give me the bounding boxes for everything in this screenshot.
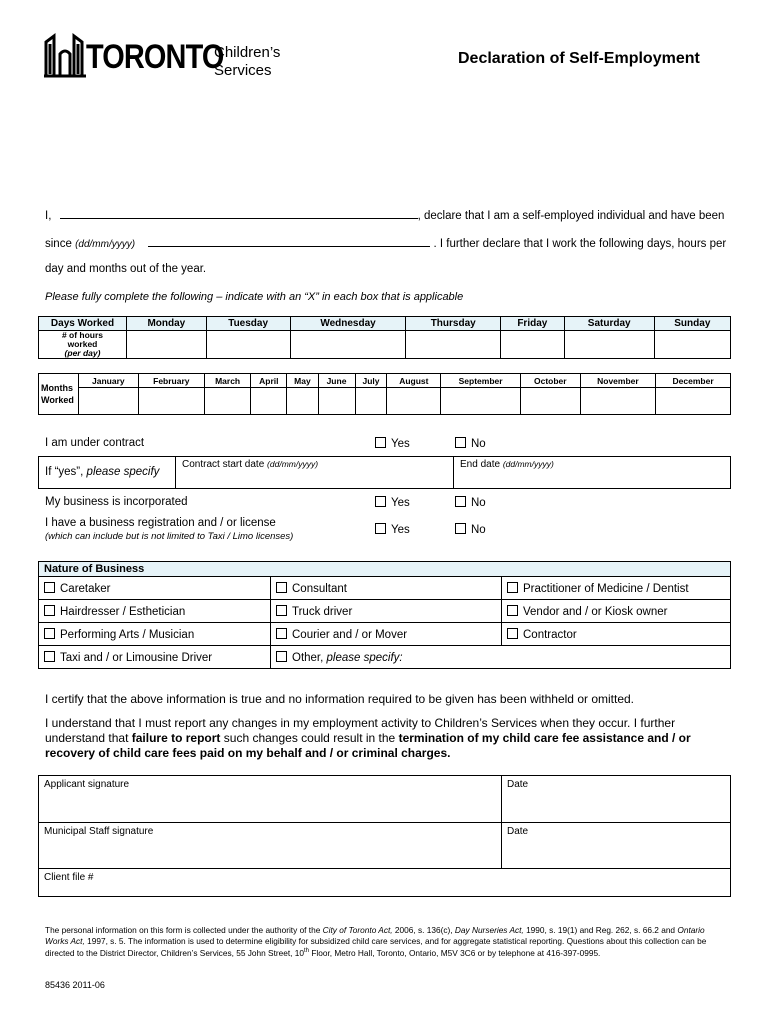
certify-text-c: such changes could result in the	[223, 731, 396, 745]
month-header: August	[387, 374, 441, 388]
day-header: Monday	[127, 317, 207, 331]
declaration-prefix: I,	[45, 210, 52, 222]
month-header: December	[656, 374, 731, 388]
applicant-date-field[interactable]: Date	[502, 776, 731, 823]
nature-row	[39, 600, 731, 623]
registration-yes-checkbox[interactable]	[375, 523, 386, 534]
declaration-line-2-suffix: . I further declare that I work the following days, hours per	[433, 238, 727, 250]
contract-no-option[interactable]	[455, 437, 486, 450]
contract-no-checkbox[interactable]	[455, 437, 466, 448]
nature-header-row	[39, 562, 731, 577]
contract-end-cell[interactable]	[454, 457, 730, 488]
month-input-july[interactable]	[355, 388, 387, 415]
department-name	[214, 44, 280, 80]
nature-option-label: Vendor and / or Kiosk owner	[523, 605, 668, 618]
applicant-row	[39, 776, 731, 823]
nature-checkbox[interactable]	[276, 605, 287, 616]
nature-option[interactable]	[39, 577, 271, 600]
incorporated-yes-label: Yes	[391, 497, 410, 509]
months-worked-label	[39, 374, 79, 415]
certify-text-d: termination of my child care fee assistance and / or recovery of child care fees paid on my behalf and / or criminal charges.	[45, 731, 691, 760]
footer-t6: Ontario Works Act,	[45, 925, 705, 946]
contract-details-box	[38, 456, 731, 489]
nature-option[interactable]	[39, 646, 271, 669]
nature-option[interactable]	[271, 600, 502, 623]
footer-t7: 1997, s. 5. The information is used to determine eligibility for subsidized child care services, and for aggregate statistical reporting. Questions about this collection can be directed to the District Director, Children’s Services, 55 John Street, 10	[45, 935, 707, 958]
contract-question: I am under contract	[45, 437, 145, 449]
nature-option-label: Courier and / or Mover	[292, 628, 408, 641]
days-worked-label: Days Worked	[39, 317, 127, 331]
certify-text-a: I understand that I must report any changes in my employment activity to Children’s Services when they occur. I further understand that	[45, 716, 676, 745]
hours-input-saturday[interactable]	[564, 331, 654, 359]
nature-checkbox[interactable]	[44, 651, 55, 662]
month-header: May	[287, 374, 318, 388]
nature-of-business-table	[38, 561, 731, 669]
month-header: November	[580, 374, 656, 388]
client-file-field[interactable]: Client file #	[39, 869, 731, 897]
hours-label-1: # of hours	[61, 330, 104, 340]
nature-checkbox[interactable]	[44, 605, 55, 616]
months-label-2: Worked	[41, 395, 74, 405]
nature-checkbox[interactable]	[507, 628, 518, 639]
day-header: Wednesday	[290, 317, 406, 331]
since-label: since	[45, 238, 72, 250]
footer-t4: Day Nurseries Act,	[454, 925, 524, 935]
month-input-may[interactable]	[287, 388, 318, 415]
hours-input-wednesday[interactable]	[290, 331, 406, 359]
day-header: Friday	[500, 317, 564, 331]
month-input-february[interactable]	[138, 388, 204, 415]
day-header: Saturday	[564, 317, 654, 331]
city-hall-logo-icon	[44, 28, 86, 78]
footer-t2: City of Toronto Act,	[322, 925, 393, 935]
declaration-line-1-suffix: , declare that I am a self-employed individual and have been	[417, 210, 725, 222]
form-number: 85436 2011-06	[45, 980, 105, 990]
certify-paragraph-2	[45, 716, 735, 761]
nature-option[interactable]	[502, 577, 731, 600]
day-header: Tuesday	[206, 317, 290, 331]
nature-option-label: Practitioner of Medicine / Dentist	[523, 582, 689, 595]
name-field[interactable]	[60, 207, 418, 219]
month-input-december[interactable]	[656, 388, 731, 415]
month-input-june[interactable]	[318, 388, 355, 415]
hours-input-thursday[interactable]	[406, 331, 501, 359]
nature-checkbox[interactable]	[44, 582, 55, 593]
nature-option[interactable]	[271, 577, 502, 600]
hours-row	[39, 331, 731, 359]
incorporated-question: My business is incorporated	[45, 496, 188, 508]
month-input-january[interactable]	[79, 388, 139, 415]
start-label-text: Contract start date	[182, 459, 265, 470]
incorporated-yes-option[interactable]	[375, 496, 410, 509]
department-line-2: Services	[214, 62, 272, 79]
nature-option-label: Performing Arts / Musician	[60, 628, 195, 641]
contract-yes-checkbox[interactable]	[375, 437, 386, 448]
end-label-text: End date	[460, 459, 501, 470]
certify-paragraph-1: I certify that the above information is true and no information required to be given has been withheld or omitted.	[45, 692, 635, 706]
registration-note: (which can include but is not limited to Taxi / Limo licenses)	[45, 531, 294, 542]
registration-no-option[interactable]	[455, 523, 486, 536]
contract-no-label: No	[471, 438, 486, 450]
hours-input-sunday[interactable]	[654, 331, 730, 359]
staff-date-field[interactable]: Date	[502, 823, 731, 869]
registration-question: I have a business registration and / or license	[45, 517, 276, 529]
day-header: Sunday	[654, 317, 730, 331]
month-header: March	[204, 374, 250, 388]
month-header: September	[441, 374, 521, 388]
days-header-row	[39, 317, 731, 331]
incorporated-yes-checkbox[interactable]	[375, 496, 386, 507]
staff-row	[39, 823, 731, 869]
registration-no-label: No	[471, 524, 486, 536]
nature-row	[39, 646, 731, 669]
nature-checkbox[interactable]	[276, 582, 287, 593]
contract-start-cell[interactable]	[175, 457, 454, 488]
registration-yes-label: Yes	[391, 524, 410, 536]
month-header: July	[355, 374, 387, 388]
nature-row	[39, 577, 731, 600]
since-date-field[interactable]	[148, 235, 430, 247]
contract-yes-label: Yes	[391, 438, 410, 450]
nature-option[interactable]	[39, 623, 271, 646]
month-header: January	[79, 374, 139, 388]
nature-other-checkbox[interactable]	[276, 651, 287, 662]
hours-row-label	[39, 331, 127, 359]
days-worked-table	[38, 316, 731, 359]
month-header: October	[520, 374, 580, 388]
month-input-november[interactable]	[580, 388, 656, 415]
hours-label-3: (per day)	[64, 348, 101, 358]
nature-option-label: Taxi and / or Limousine Driver	[60, 651, 213, 664]
signature-table	[38, 775, 731, 897]
day-header: Thursday	[406, 317, 501, 331]
other-specify: please specify:	[326, 651, 403, 664]
nature-option-label: Truck driver	[292, 605, 353, 618]
incorporated-no-option[interactable]	[455, 496, 486, 509]
nature-option[interactable]	[502, 600, 731, 623]
month-header: April	[251, 374, 287, 388]
nature-option-label: Hairdresser / Esthetician	[60, 605, 186, 618]
department-line-1: Children’s	[214, 44, 281, 61]
footer-t9: Floor, Metro Hall, Toronto, Ontario, M5V 3C6 or by telephone at 416-397-0995.	[311, 947, 601, 958]
nature-checkbox[interactable]	[507, 582, 518, 593]
contract-end-label	[454, 457, 730, 472]
footer-t3: 2006, s. 136(c),	[394, 925, 453, 935]
months-header-row	[39, 374, 731, 388]
client-file-row	[39, 869, 731, 897]
nature-checkbox[interactable]	[276, 628, 287, 639]
header	[44, 28, 734, 88]
start-format-text: (dd/mm/yyyy)	[267, 459, 319, 469]
nature-option-label: Caretaker	[60, 582, 111, 595]
nature-row	[39, 623, 731, 646]
nature-checkbox[interactable]	[44, 628, 55, 639]
nature-checkbox[interactable]	[507, 605, 518, 616]
nature-option-label: Consultant	[292, 582, 347, 595]
declaration-line-2	[45, 235, 735, 250]
applicant-signature-field[interactable]: Applicant signature	[39, 776, 502, 823]
certify-text-b: failure to report	[131, 731, 221, 745]
registration-no-checkbox[interactable]	[455, 523, 466, 534]
month-input-august[interactable]	[387, 388, 441, 415]
months-worked-table	[38, 373, 731, 415]
toronto-logo-text: TORONTO	[86, 38, 224, 76]
incorporated-no-checkbox[interactable]	[455, 496, 466, 507]
hours-input-friday[interactable]	[500, 331, 564, 359]
registration-yes-option[interactable]	[375, 523, 410, 536]
nature-header: Nature of Business	[39, 562, 731, 577]
nature-other-option[interactable]	[271, 646, 731, 669]
nature-option[interactable]	[502, 623, 731, 646]
month-header: June	[318, 374, 355, 388]
months-label-1: Months	[41, 383, 73, 393]
end-format-text: (dd/mm/yyyy)	[502, 459, 554, 469]
hours-input-tuesday[interactable]	[206, 331, 290, 359]
privacy-notice	[45, 925, 729, 958]
hours-label-2: worked	[67, 339, 98, 349]
declaration-line-1	[45, 207, 735, 222]
footer-t8: th	[304, 948, 310, 954]
month-input-september[interactable]	[441, 388, 521, 415]
specify-italic: please specify	[86, 466, 160, 478]
other-prefix: Other,	[292, 651, 324, 664]
nature-option[interactable]	[39, 600, 271, 623]
nature-option-label: Contractor	[523, 628, 577, 641]
page-title: Declaration of Self-Employment	[458, 50, 700, 67]
since-format: (dd/mm/yyyy)	[75, 239, 136, 250]
specify-prefix: If “yes”,	[45, 466, 84, 478]
contract-specify-label	[45, 466, 159, 478]
months-input-row	[39, 388, 731, 415]
nature-option[interactable]	[271, 623, 502, 646]
month-input-october[interactable]	[520, 388, 580, 415]
instruction-text: Please fully complete the following – indicate with an “X” in each box that is applicable	[45, 291, 464, 303]
incorporated-no-label: No	[471, 497, 486, 509]
footer-t5: 1990, s. 19(1) and Reg. 262, s. 66.2 and	[526, 925, 676, 935]
month-input-march[interactable]	[204, 388, 250, 415]
contract-start-label	[176, 457, 453, 472]
staff-signature-field[interactable]: Municipal Staff signature	[39, 823, 502, 869]
hours-input-monday[interactable]	[127, 331, 207, 359]
month-input-april[interactable]	[251, 388, 287, 415]
month-header: February	[138, 374, 204, 388]
contract-yes-option[interactable]	[375, 437, 410, 450]
declaration-line-3: day and months out of the year.	[45, 263, 207, 275]
footer-t1: The personal information on this form is collected under the authority of the	[45, 925, 321, 935]
